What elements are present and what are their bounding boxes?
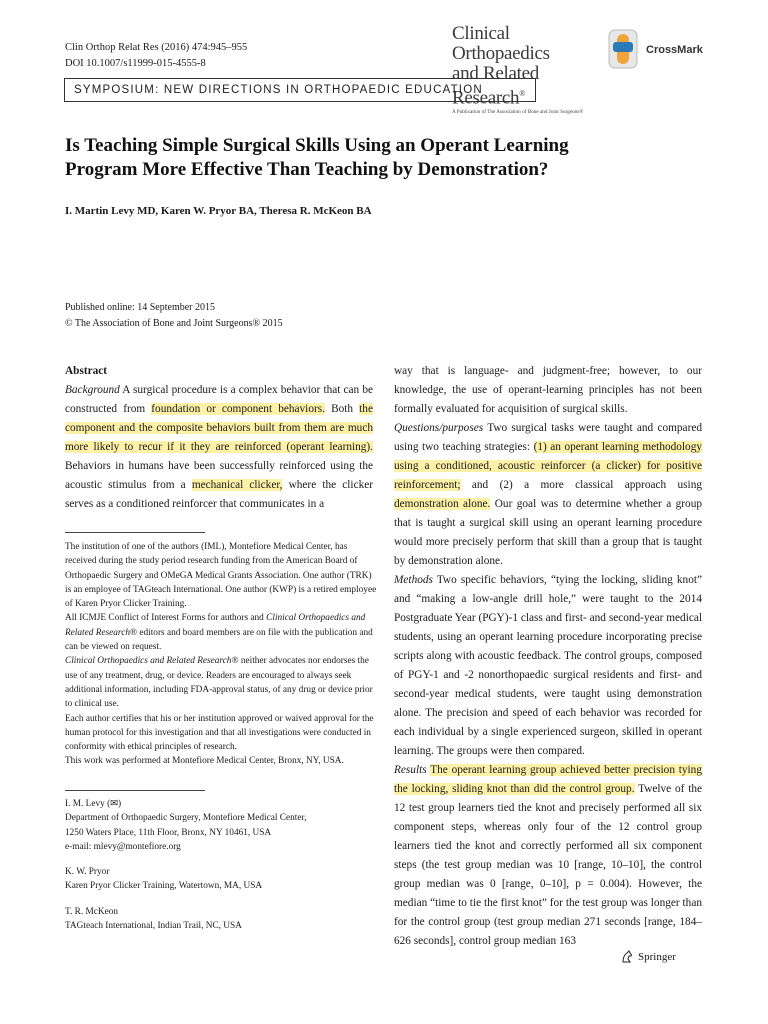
abstract-left-column: [65, 362, 373, 514]
doi[interactable]: DOI 10.1007/s11999-015-4555-8: [65, 58, 206, 69]
text: TAGteach International, Indian Trail, NC, USA: [65, 921, 242, 932]
text: Two specific behaviors, “tying the locking, sliding knot” and “making a low-angle drill hole,” were taught to the 2014 Postgraduate Year (PGY)-1 class and first- and second-year medical students, using an operant learning procedure incorporating precise scripts along with acoustic feedback. The control groups, composed of PGY-1 and -2 nonorthopaedic surgical residents and first- and second-year medical students, were taught using demonstration alone. The precision and speed of each behavior was recorded for each individual by a single experienced surgeon, skilled in operant learning. The groups were then compared.: [394, 574, 702, 757]
text: where the clicker serves as a conditioned reinforcer that communicates in a: [65, 479, 374, 510]
highlight: demonstration alone.: [394, 498, 491, 510]
affiliations: [65, 797, 377, 944]
footnote: The institution of one of the authors (IML), Montefiore Medical Center, has received during the study period research funding from the American Board of Orthopaedic Surgery and OMeGA Medical Grants Association. One author (TRK) is an employee of TAGteach International. One author (KWP) is a retired employee of Karen Pryor Clicker Training.: [65, 542, 377, 610]
abstract-questions: [394, 419, 702, 571]
publisher-logo: [620, 950, 676, 964]
text: Karen Pryor Clicker Training, Watertown, MA, USA: [65, 881, 263, 892]
affiliation-name: I. M. Levy (✉): [65, 799, 122, 809]
highlight: The operant learning group achieved better precision tying the locking, sliding knot than did the control group.: [394, 764, 702, 795]
text: ® editors and board members are on file with the publication and can be viewed on request.: [65, 627, 373, 653]
footnote: Each author certifies that his or her institution approved or waived approval for the human protocol for this investigation and that all investigations were conducted in conformity with ethical principles of research.: [65, 713, 374, 753]
footnotes: [65, 540, 377, 769]
publication-date: Published online: 14 September 2015: [65, 302, 215, 313]
highlight: (1) an operant learning methodology using a conditioned, acoustic reinforcer (a clicker) for positive reinforcement;: [394, 441, 702, 491]
highlight: foundation or component behaviors.: [151, 403, 325, 415]
text: Our goal was to determine whether a group that is taught a surgical skill using an operant learning procedure would more precisely perform that skill than a group that is taught by demonstration alone.: [394, 498, 702, 567]
crossmark-icon: [606, 28, 640, 72]
text: 1250 Waters Place, 11th Floor, Bronx, NY 10461, USA: [65, 827, 272, 838]
highlight: the component and the composite behaviors built from them are much more likely to recur if it they are reinforced (operant learning).: [65, 403, 373, 453]
affiliation: [65, 905, 377, 934]
affiliation: [65, 797, 377, 854]
text: Clinical Orthopaedics and Related Research: [65, 656, 232, 667]
footnote: This work was performed at Montefiore Medical Center, Bronx, NY, USA.: [65, 756, 344, 767]
title-line-2: Program More Effective Than Teaching by Demonstration?: [65, 159, 549, 180]
text: Two surgical tasks were taught and compared using two teaching strategies:: [394, 422, 702, 453]
abstract-background: [65, 381, 373, 514]
author-list: I. Martin Levy MD, Karen W. Pryor BA, Theresa R. McKeon BA: [65, 205, 372, 217]
methods-label: Methods: [394, 574, 433, 586]
questions-label: Questions/purposes: [394, 422, 484, 434]
article-title: [65, 134, 685, 182]
section-banner: SYMPOSIUM: NEW DIRECTIONS IN ORTHOPAEDIC EDUCATION: [64, 78, 536, 102]
text: and (2) a more classical approach using: [460, 479, 702, 491]
springer-horse-icon: [620, 950, 634, 964]
crossmark[interactable]: [606, 27, 703, 73]
abstract-heading: Abstract: [65, 365, 108, 377]
text: Department of Orthopaedic Surgery, Montefiore Medical Center,: [65, 813, 307, 824]
footnote-divider: [65, 532, 205, 533]
affiliation-name: T. R. McKeon: [65, 906, 119, 917]
text: All ICMJE Conflict of Interest Forms for authors and: [65, 613, 267, 624]
journal-tagline: A Publication of The Association of Bone and Joint Surgeons®: [452, 109, 584, 116]
publication-info: [65, 300, 283, 332]
running-header: [65, 40, 247, 72]
abstract-results: [394, 761, 702, 951]
footnote: [65, 654, 377, 711]
text: Both: [324, 403, 360, 415]
abstract-background-cont: way that is language- and judgment-free; however, to our knowledge, the use of operant-learning principles has not been formally evaluated for acquisition of surgical skills.: [394, 365, 702, 415]
affiliation-divider: [65, 790, 205, 791]
affiliation-name: K. W. Pryor: [65, 867, 110, 878]
text: ® neither advocates nor endorses the use of any treatment, drug, or device. Readers are encouraged to always seek additional information, including FDA-approval status, of any drug or device prior to clinical use.: [65, 656, 373, 710]
journal-name-line1: Clinical Orthopaedics: [452, 23, 550, 64]
text: Behaviors in humans have been successfully reinforced using the acoustic stimulus from a: [65, 460, 373, 491]
text: Twelve of the 12 test group learners tied the knot and precisely performed all six component steps, whereas only four of the 12 control group learners tied the knot and correctly performed all six component steps (the test group median was 10 [range, 10–10], the control group median was 0 [range, 0–10], p = 0.004). However, the median “time to tie the first knot” for the test group was longer than for the control group (test group median 271 seconds [range, 184–626 seconds], control group median 163: [394, 783, 702, 947]
journal-logo: [452, 24, 596, 116]
journal-reg: ®: [519, 89, 526, 98]
results-label: Results: [394, 764, 427, 776]
highlight: mechanical clicker,: [191, 479, 283, 491]
affiliation: [65, 865, 377, 894]
email-link[interactable]: e-mail: mlevy@montefiore.org: [65, 841, 181, 852]
abstract-methods: [394, 571, 702, 761]
text: Clinical Orthopaedics and Related Research: [65, 613, 366, 638]
title-line-1: Is Teaching Simple Surgical Skills Using an Operant Learning: [65, 135, 569, 156]
citation: Clin Orthop Relat Res (2016) 474:945–955: [65, 42, 248, 53]
footnote: [65, 611, 377, 654]
abstract-right-column: [394, 362, 702, 951]
journal-name-line2: and Related Research: [452, 63, 539, 109]
copyright: © The Association of Bone and Joint Surgeons® 2015: [65, 318, 283, 329]
background-label: Background: [65, 384, 120, 396]
text: A surgical procedure is a complex behavior that can be constructed from: [65, 384, 373, 415]
crossmark-label: CrossMark: [646, 44, 703, 56]
publisher-name: Springer: [638, 951, 676, 963]
